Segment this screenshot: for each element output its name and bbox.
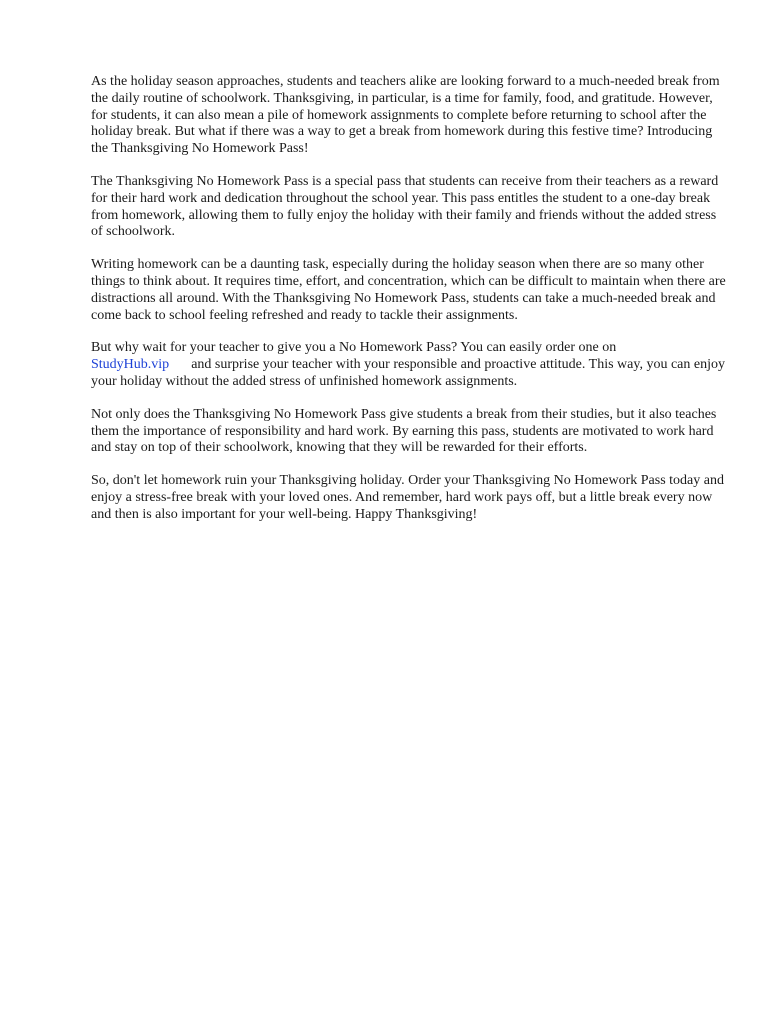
paragraph-closing: So, don't let homework ruin your Thanksgiving holiday. Order your Thanksgiving No Homework Pass today and enjoy a stress-free break with your loved ones. And remember, hard work pays off, but a little break every now and then is also important for your well-being. Happy Thanksgiving! bbox=[91, 473, 724, 522]
paragraph-order-pass bbox=[91, 340, 731, 390]
paragraph-responsibility: Not only does the Thanksgiving No Homework Pass give students a break from their studies, but it also teaches them the importance of responsibility and hard work. By earning this pass, students are motivated to work hard and stay on top of their schoolwork, knowing that they will be rewarded for their efforts. bbox=[91, 406, 717, 456]
order-pass-text-after: and surprise your teacher with your responsible and proactive attitude. This way, you can enjoy your holiday without the added stress of unfinished homework assignments. bbox=[91, 357, 725, 389]
order-pass-text-before: But why wait for your teacher to give you a No Homework Pass? You can easily order one on bbox=[91, 340, 617, 356]
studyhub-link[interactable]: StudyHub.vip bbox=[91, 357, 170, 373]
document-body bbox=[91, 74, 731, 540]
paragraph-intro: As the holiday season approaches, students and teachers alike are looking forward to a much-needed break from the daily routine of schoolwork. Thanksgiving, in particular, is a time for family, food, and gratitude. However, for students, it can also mean a pile of homework assignments to complete before returning to school after the holiday break. But what if there was a way to get a break from homework during this festive time? Introducing the Thanksgiving No Homework Pass! bbox=[91, 74, 720, 157]
paragraph-writing-homework: Writing homework can be a daunting task, especially during the holiday season when there are so many other things to think about. It requires time, effort, and concentration, which can be difficult to maintain when there are distractions all around. With the Thanksgiving No Homework Pass, students can take a much-needed break and come back to school feeling refreshed and ready to tackle their assignments. bbox=[91, 257, 726, 323]
paragraph-pass-description: The Thanksgiving No Homework Pass is a special pass that students can receive from their teachers as a reward for their hard work and dedication throughout the school year. This pass entitles the student to a one-day break from homework, allowing them to fully enjoy the holiday with their family and friends without the added stress of schoolwork. bbox=[91, 173, 719, 240]
